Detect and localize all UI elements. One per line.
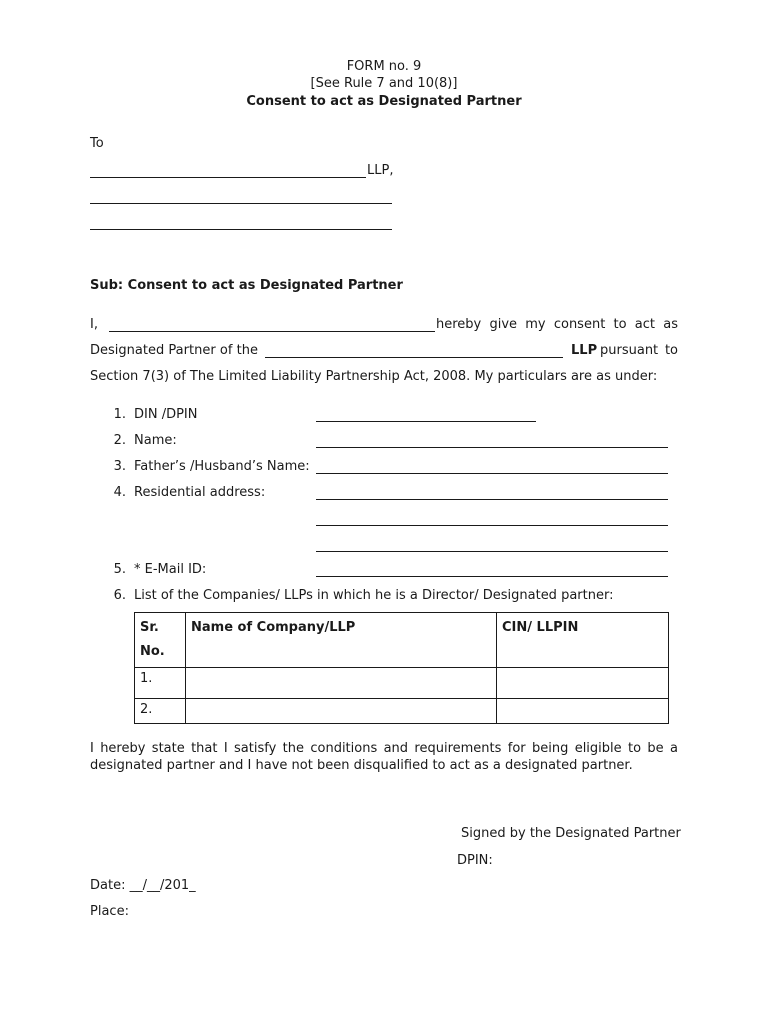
item-number-5: 5.: [113, 562, 126, 577]
item-number-6: 6.: [113, 588, 126, 603]
residential-address-label: Residential address:: [134, 485, 266, 500]
date-field: Date: __/__/201_: [90, 878, 196, 893]
father-husband-name-blank[interactable]: [316, 473, 668, 474]
address-line-1-blank[interactable]: [90, 203, 392, 204]
llp-bold: LLP: [571, 343, 598, 358]
companies-list-label: List of the Companies/ LLPs in which he is a Director/ Designated partner:: [134, 588, 614, 603]
residential-address-blank-2[interactable]: [316, 525, 668, 526]
company-name-header: Name of Company/LLP: [186, 613, 497, 668]
llp-blank[interactable]: [265, 357, 563, 358]
name-blank[interactable]: [316, 447, 668, 448]
din-blank[interactable]: [316, 421, 536, 422]
to-label: To: [90, 136, 104, 151]
cin-llpin-header: CIN/ LLPIN: [497, 613, 669, 668]
address-line-2-blank[interactable]: [90, 229, 392, 230]
name-label: Name:: [134, 433, 177, 448]
declaration-text: I hereby state that I satisfy the conditions and requirements for being eligible to be a designated partner and I have not been disqualified to act as a designated partner.: [90, 741, 678, 773]
rule-reference: [See Rule 7 and 10(8)]: [310, 76, 458, 91]
item-number-1: 1.: [113, 407, 126, 422]
sr-no-cell: 1.: [135, 668, 186, 699]
din-label: DIN /DPIN: [134, 407, 198, 422]
sr-no-cell: 2.: [135, 699, 186, 724]
residential-address-blank-1[interactable]: [316, 499, 668, 500]
sr-no-header: Sr. No.: [135, 613, 186, 668]
partner-name-blank[interactable]: [109, 331, 435, 332]
table-header-row: [135, 613, 669, 668]
consent-line3: Section 7(3) of The Limited Liability Partnership Act, 2008. My particulars are as under:: [90, 369, 658, 384]
cin-llpin-cell[interactable]: [497, 668, 669, 699]
companies-table: [134, 612, 669, 724]
dpin-label: DPIN:: [457, 853, 493, 868]
item-number-3: 3.: [113, 459, 126, 474]
item-number-4: 4.: [113, 485, 126, 500]
cin-llpin-cell[interactable]: [497, 699, 669, 724]
consent-line2-prefix: Designated Partner of the: [90, 343, 258, 358]
father-husband-name-label: Father’s /Husband’s Name:: [134, 459, 310, 474]
subject-line: Sub: Consent to act as Designated Partner: [90, 278, 403, 293]
place-field: Place:: [90, 904, 129, 919]
company-name-cell[interactable]: [186, 699, 497, 724]
table-row: [135, 668, 669, 699]
signed-by-label: Signed by the Designated Partner: [461, 826, 681, 841]
consent-hereby: hereby give my consent to act as: [436, 317, 678, 332]
item-number-2: 2.: [113, 433, 126, 448]
email-label: * E-Mail ID:: [134, 562, 207, 577]
llp-name-blank[interactable]: [90, 177, 366, 178]
consent-pursuant: pursuant to: [600, 343, 678, 358]
company-name-cell[interactable]: [186, 668, 497, 699]
form-number: FORM no. 9: [346, 59, 422, 74]
email-blank[interactable]: [316, 576, 668, 577]
residential-address-blank-3[interactable]: [316, 551, 668, 552]
table-row: [135, 699, 669, 724]
consent-prefix: I,: [90, 317, 98, 332]
llp-suffix: LLP,: [367, 163, 394, 178]
form-title: Consent to act as Designated Partner: [246, 94, 522, 109]
